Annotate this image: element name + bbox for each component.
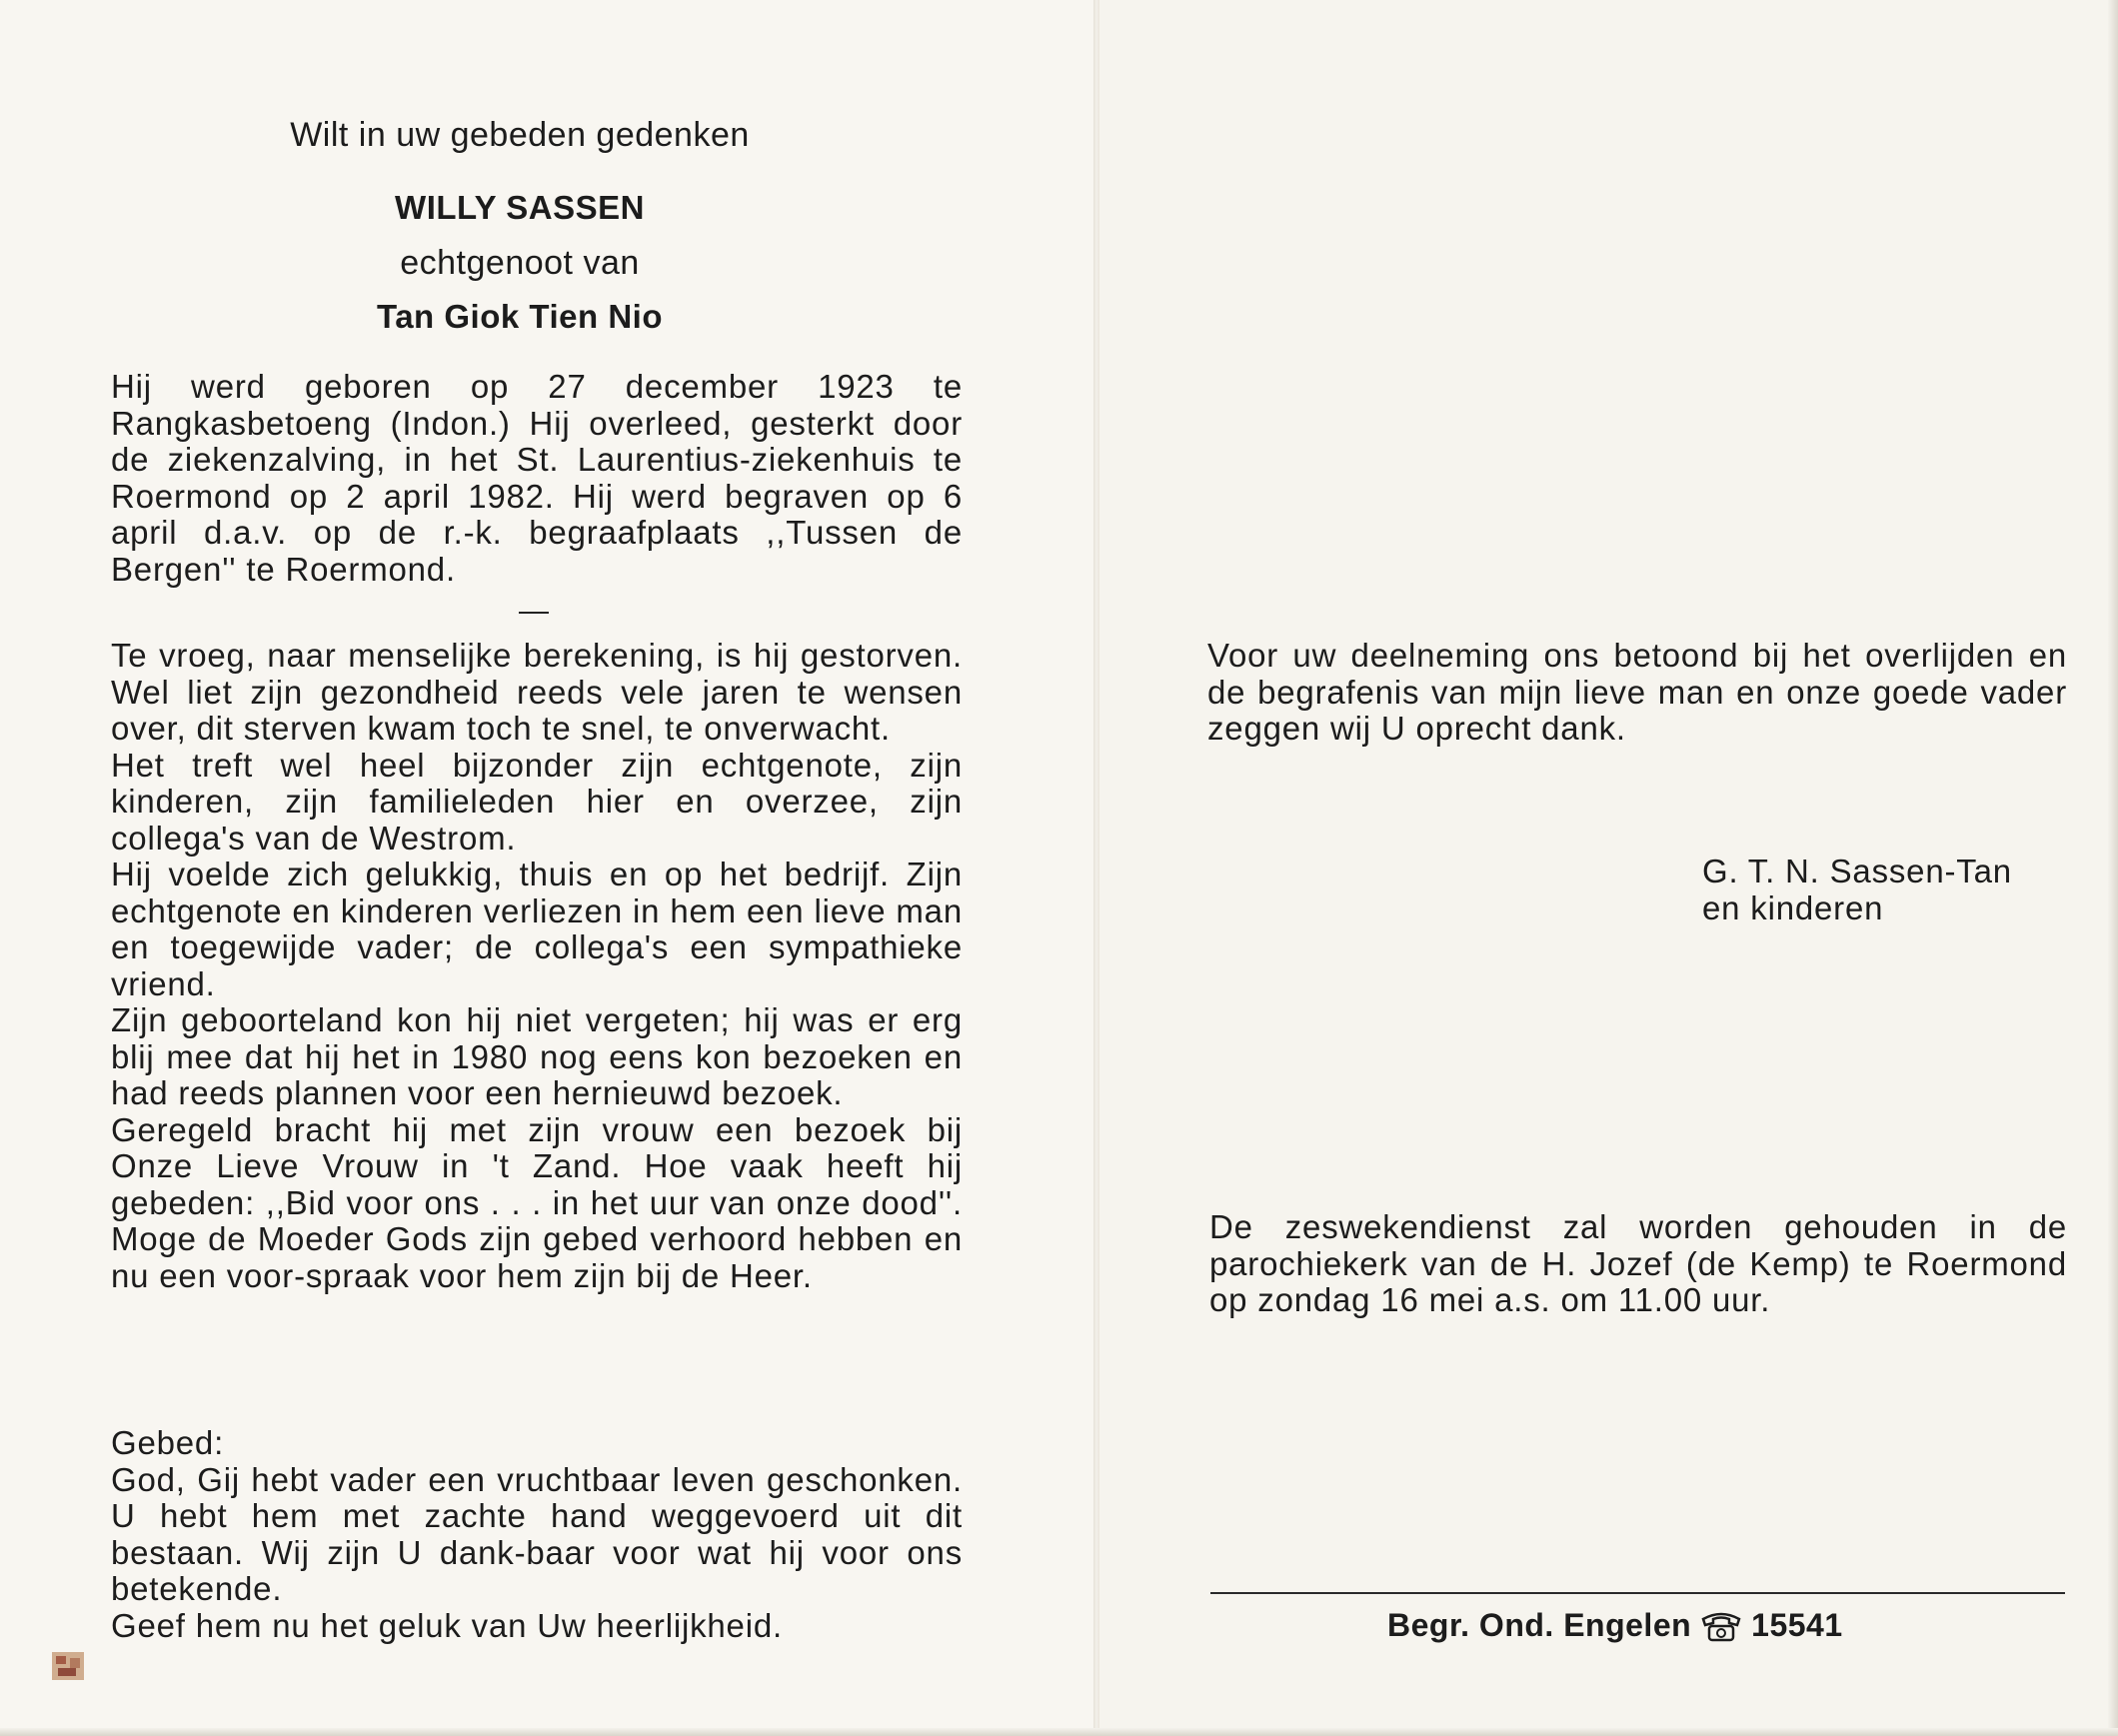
memorial-paragraph: Hij voelde zich gelukkig, thuis en op het bedrijf. Zijn echtgenote en kinderen verliezen in hem een lieve man en toegewijde vader; de collega's een sympathieke vriend. [111,856,963,1002]
separator-dash [519,612,549,614]
service-notice: De zeswekendienst zal worden gehouden in de parochiekerk van de H. Jozef (de Kemp) te Roermond op zondag 16 mei a.s. om 11.00 uur. [1209,1208,2067,1318]
memorial-paragraph: Geregeld bracht hij met zijn vrouw een bezoek bij Onze Lieve Vrouw in 't Zand. Hoe vaak heeft hij gebeden: ,,Bid voor ons . . . in het uur van onze dood''. Moge de Moeder Gods zijn gebed verhoord hebben en nu een voor-spraak voor hem zijn bij de Heer. [111,1110,963,1294]
footer-rule [1210,1592,2065,1594]
memorial-paragraph: Te vroeg, naar menselijke berekening, is hij gestorven. Wel liet zijn gezondheid reeds vele jaren te wensen over, dit sterven kwam toch te snel, te onverwacht. [111,637,963,747]
bio-paragraph: Hij werd geboren op 27 december 1923 te Rangkasbetoeng (Indon.) Hij overleed, gesterkt door de ziekenzalving, in het St. Laurentius-ziekenhuis te Roermond op 2 april 1982. Hij werd begraven op 6 april d.a.v. op de r.-k. begraafplaats ,,Tussen de Bergen'' te Roermond. [111,368,963,588]
prayer-body: God, Gij hebt vader een vruchtbaar leven geschonken. U hebt hem met zachte hand weggevoerd uit dit bestaan. Wij zijn U dank-baar voor wat hij voor ons betekende. [111,1460,963,1607]
card-edge-bottom [0,1728,2118,1736]
deceased-name: WILLY SASSEN [395,189,645,226]
telephone-icon [1699,1609,1743,1643]
stamp-icon [48,1646,88,1686]
prayer-last-line: Geef hem nu het geluk van Uw heerlijkheid. [111,1606,783,1644]
relation-line: echtgenoot van [400,244,640,282]
card-edge-right [2108,0,2118,1736]
prayer-heading: Gebed: [111,1424,225,1461]
thanks-paragraph: Voor uw deelneming ons betoond bij het overlijden en de begrafenis van mijn lieve man en onze goede vader zeggen wij U oprecht dank. [1207,637,2067,747]
memorial-text [111,638,963,1294]
intro-line: Wilt in uw gebeden gedenken [290,116,750,154]
spouse-name: Tan Giok Tien Nio [377,298,663,335]
undertaker-name: Begr. Ond. Engelen [1387,1607,1692,1643]
signature-family: en kinderen [1702,889,1884,926]
prayer-block [111,1425,963,1644]
undertaker-line [1387,1607,1843,1644]
memorial-paragraph: Het treft wel heel bijzonder zijn echtgenote, zijn kinderen, zijn familieleden hier en overzee, zijn collega's van de Westrom. [111,746,963,857]
card-fold [1093,0,1099,1736]
memorial-paragraph: Zijn geboorteland kon hij niet vergeten; hij was er erg blij mee dat hij het in 1980 nog eens kon bezoeken en had reeds plannen voor een hernieuwd bezoek. [111,1001,963,1111]
signature-name: G. T. N. Sassen-Tan [1702,853,2012,889]
phone-number: 15541 [1751,1607,1843,1643]
